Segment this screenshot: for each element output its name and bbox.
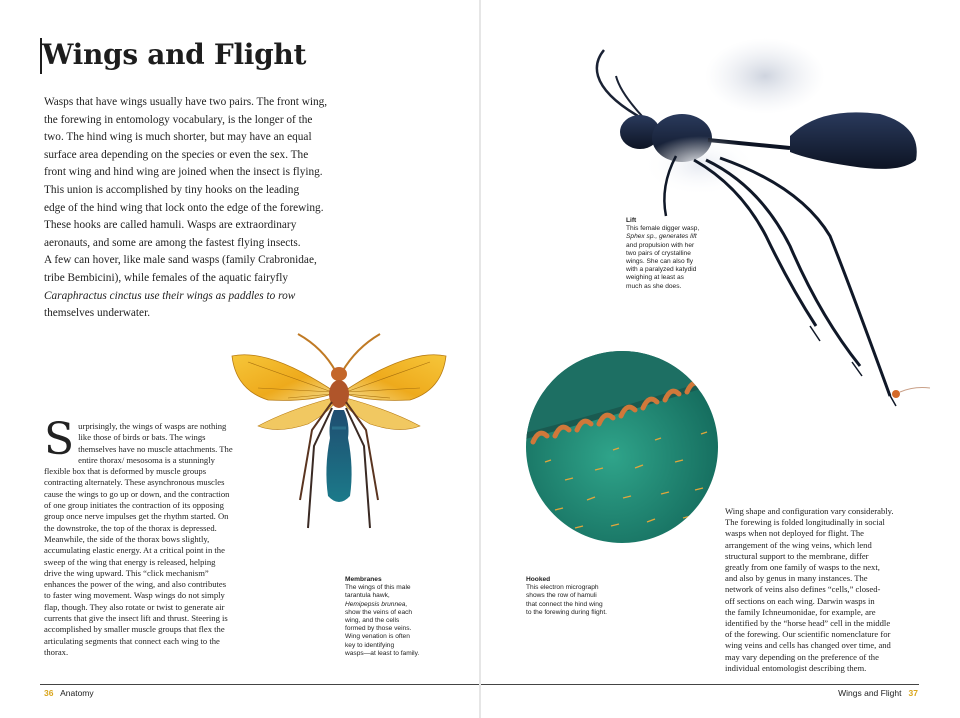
caption-line: wing, and the cells <box>345 617 400 625</box>
intro-line: aeronauts, and some are among the fastest flying insects. <box>44 236 301 249</box>
running-head: Wings and Flight <box>838 688 902 698</box>
caption-line-species: Sphex sp., generates lift <box>626 233 697 241</box>
hamuli-micrograph-image <box>525 350 719 544</box>
footer-rule-right <box>481 684 919 685</box>
body-line: The forewing is folded longitudinally in social <box>725 517 885 528</box>
intro-line: tribe Bembicini), while females of the aquatic fairyfly <box>44 271 289 284</box>
body-line: network of veins also defines “cells,” closed- <box>725 584 881 595</box>
intro-line: front wing and hind wing are joined when the insect is flying. <box>44 166 323 179</box>
body-text: urprisingly, the wings of wasps are nothing like those of birds or bats. The wings themselves have no muscle attachments. The entire thorax/ mesosoma is a stunningly flexible box that is deformed by muscle groups contracting alternately. These asynchronous muscles cause the wings to go up or down, and the contraction of one group initiates the contraction of its opposing group once nerve impulses get the rhythm started. On the downstroke, the top of the thorax is depressed. Meanwhile, the side of the thorax bows slightly, accumulating elastic energy. At a critical point in the sweep of the wing that energy is released, helping drive the wing upward. This “click mechanism” enhances the power of the wing, and also contributes to faster wing movement. Wasp wings do not simply flap, though. They also rotate or twist to generate air currents that give the insect lift and thrust. Steering is accomplished by smaller muscle groups that flex the articulating segments that connect each wing to the thorax. <box>44 421 233 657</box>
body-line: greatly from one family of wasps to the next, <box>725 562 880 573</box>
page-number: 36 <box>44 688 54 698</box>
page-number: 37 <box>908 688 918 698</box>
body-line: structural support to the membrane, differ <box>725 550 869 561</box>
intro-line: two. The hind wing is much shorter, but may have an equal <box>44 131 312 144</box>
caption-line: tarantula hawk, <box>345 592 390 600</box>
page-title: Wings and Flight <box>42 38 307 71</box>
intro-line: This union is accomplished by tiny hooks on the leading <box>44 183 300 196</box>
intro-paragraph <box>44 94 350 323</box>
caption-line: show the veins of each <box>345 608 413 616</box>
body-line: and also by genus in many instances. The <box>725 573 868 584</box>
caption-line: weighing at least as <box>626 274 684 282</box>
caption-line: key to identifying <box>345 641 395 649</box>
intro-line: themselves underwater. <box>44 307 151 320</box>
footer-rule-left <box>40 684 479 685</box>
body-column-left <box>44 414 234 658</box>
body-line: wing veins and cells has changed over time, and <box>725 640 891 651</box>
caption-line: and propulsion with her <box>626 241 695 249</box>
caption-line: with a paralyzed katydid <box>626 266 697 274</box>
body-line: the family Ichneumonidae, for example, are <box>725 606 876 617</box>
drop-cap: S <box>44 414 75 465</box>
intro-line: Wasps that have wings usually have two pairs. The front wing, <box>44 96 328 108</box>
body-line: arrangement of the wing veins, which lend <box>725 539 872 550</box>
body-line: may vary depending on the preference of the <box>725 651 879 662</box>
caption-line: The wings of this male <box>345 584 411 592</box>
tarantula-hawk-image <box>228 328 450 538</box>
caption-line: This female digger wasp, <box>626 225 700 233</box>
caption-title: Membranes <box>345 576 382 583</box>
caption-line: shows the row of hamuli <box>526 592 597 600</box>
caption-line: Wing venation is often <box>345 633 410 641</box>
folio-right <box>838 688 918 698</box>
intro-line: A few can hover, like male sand wasps (family Crabronidae, <box>44 254 317 267</box>
page-gutter <box>479 0 481 718</box>
intro-line: These hooks are called hamuli. Wasps are extraordinary <box>44 219 297 232</box>
caption-line: formed by those veins. <box>345 625 412 633</box>
body-line: wasps when not deployed for flight. The <box>725 528 864 539</box>
body-line: of the forewing. Our scientific nomenclature for <box>725 629 891 640</box>
body-line: identified by the “horse head” cell in the middle <box>725 618 891 629</box>
running-head: Anatomy <box>60 688 94 698</box>
intro-line: the forewing in entomology vocabulary, is the longer of the <box>44 113 313 126</box>
intro-line: surface area depending on the species or even the sex. The <box>44 148 309 161</box>
intro-line: edge of the hind wing that lock onto the edge of the forewing. <box>44 201 324 214</box>
caption-lift <box>626 217 732 291</box>
caption-line: wasps—at least to family. <box>345 649 420 657</box>
caption-membranes <box>345 576 445 658</box>
body-column-right <box>725 506 921 674</box>
caption-title: Hooked <box>526 576 551 583</box>
body-line: off sections on each wing. Darwin wasps in <box>725 595 875 606</box>
caption-line: to the forewing during flight. <box>526 608 608 616</box>
folio-left <box>44 688 94 698</box>
caption-hooked <box>526 576 646 617</box>
caption-line-species: Hemipepsis brunnea, <box>345 600 408 608</box>
caption-line: This electron micrograph <box>526 584 599 592</box>
body-line: individual entomologist describing them. <box>725 662 867 673</box>
caption-line: wings. She can also fly <box>626 258 694 266</box>
caption-line: two pairs of crystalline <box>626 249 691 257</box>
caption-line: much as she does. <box>626 282 682 290</box>
caption-title: Lift <box>626 217 637 224</box>
caption-line: that connect the hind wing <box>526 600 603 608</box>
body-line: Wing shape and configuration vary considerably. <box>725 506 894 516</box>
intro-line-species: Caraphractus cinctus use their wings as paddles to row <box>44 289 296 302</box>
